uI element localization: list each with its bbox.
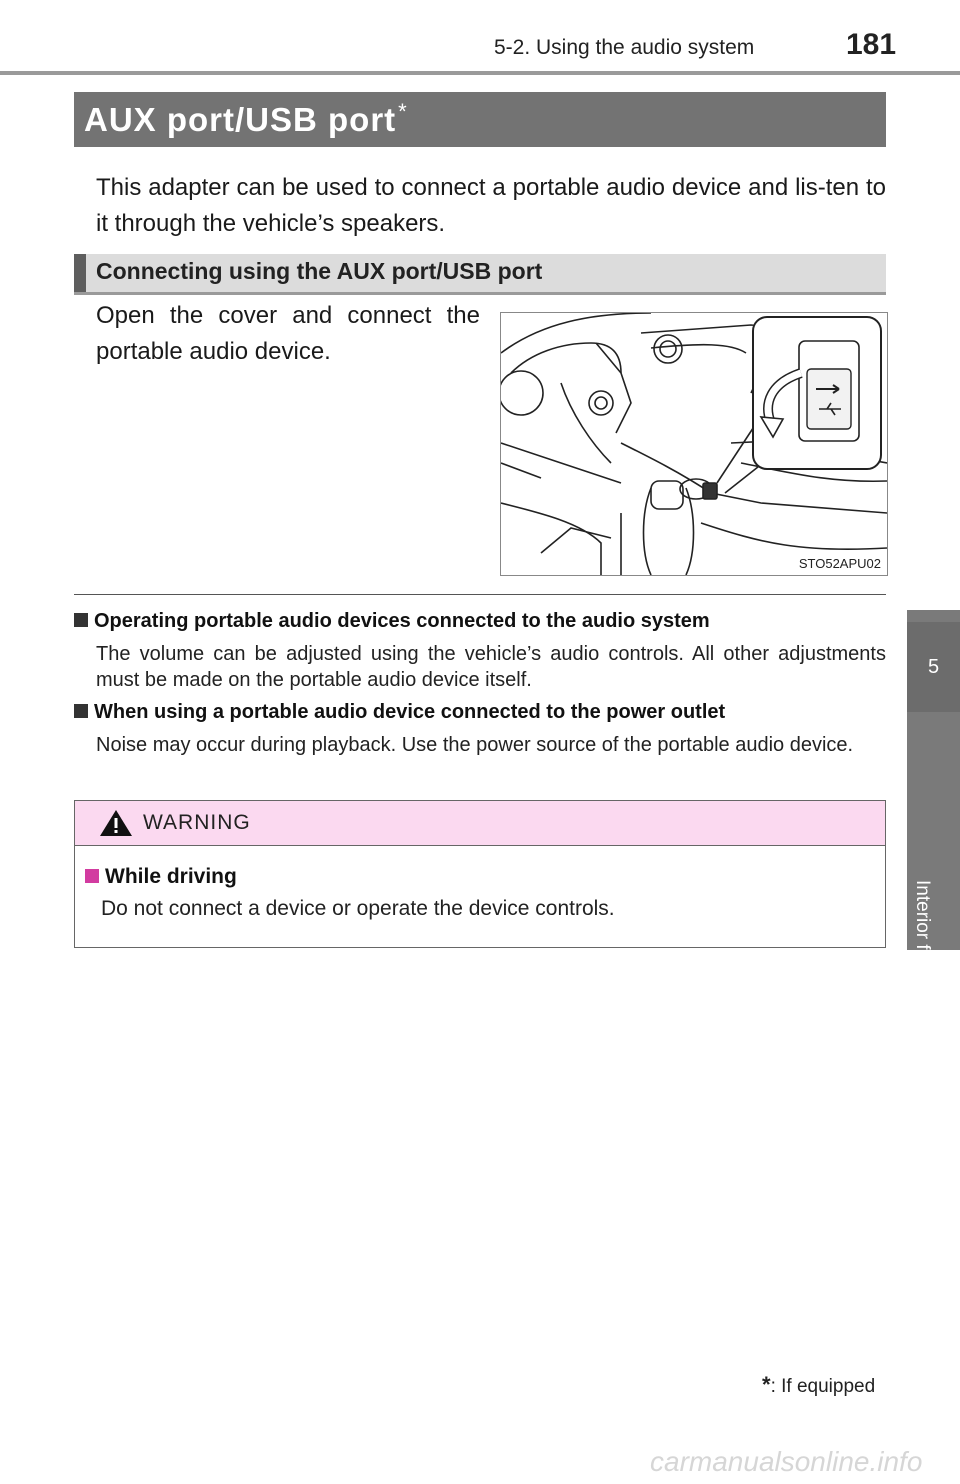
note-heading-line <box>74 701 886 724</box>
footnote-text: : If equipped <box>770 1376 876 1397</box>
note-operating-devices <box>74 610 886 693</box>
aux-usb-illustration <box>500 312 888 576</box>
dashboard-drawing <box>501 313 887 575</box>
page-number: 181 <box>846 28 897 61</box>
subsection-title: Connecting using the AUX port/USB port <box>96 258 543 284</box>
note-heading: Operating portable audio devices connected to the audio system <box>94 610 710 632</box>
note-body: Noise may occur during playback. Use the power source of the portable audio device. <box>96 734 854 756</box>
chapter-number: 5 <box>907 622 960 712</box>
warning-subheading-line <box>85 865 237 889</box>
warning-triangle-icon <box>99 809 133 837</box>
header-section-title: 5-2. Using the audio system <box>494 36 755 59</box>
warning-bullet <box>85 869 99 883</box>
chapter-side-tab[interactable] <box>907 610 960 1014</box>
header-rule <box>0 71 960 75</box>
note-heading-line <box>74 610 886 633</box>
note-bullet <box>74 613 88 627</box>
subsection-header <box>74 254 886 295</box>
footnote-marker: * <box>762 1372 771 1397</box>
section-title: AUX port/USB port <box>84 101 397 138</box>
warning-subheading: While driving <box>105 865 237 888</box>
note-heading: When using a portable audio device connected to the power outlet <box>94 701 726 723</box>
warning-box <box>74 800 886 948</box>
equipped-marker: * <box>398 99 408 124</box>
warning-header <box>75 801 885 846</box>
watermark: carmanualsonline.info <box>650 1446 923 1477</box>
section-title-line <box>84 99 408 139</box>
intro-paragraph: This adapter can be used to connect a portable audio device and lis-ten to it through the vehicle’s speakers. <box>96 174 886 237</box>
step-instruction: Open the cover and connect the portable audio device. <box>96 302 480 365</box>
note-power-outlet <box>74 701 886 758</box>
note-body: The volume can be adjusted using the vehicle’s audio controls. All other adjustments must be made on the portable audio device itself. <box>96 643 886 691</box>
chapter-title: Interior features <box>912 880 933 1014</box>
footnote <box>762 1372 875 1398</box>
subsection-marker <box>74 254 86 292</box>
warning-label: WARNING <box>143 811 251 834</box>
warning-body: Do not connect a device or operate the device controls. <box>101 897 615 920</box>
section-title-bar <box>74 92 886 147</box>
separator-rule <box>74 594 886 595</box>
illustration-label: STO52APU02 <box>798 556 881 571</box>
note-bullet <box>74 704 88 718</box>
